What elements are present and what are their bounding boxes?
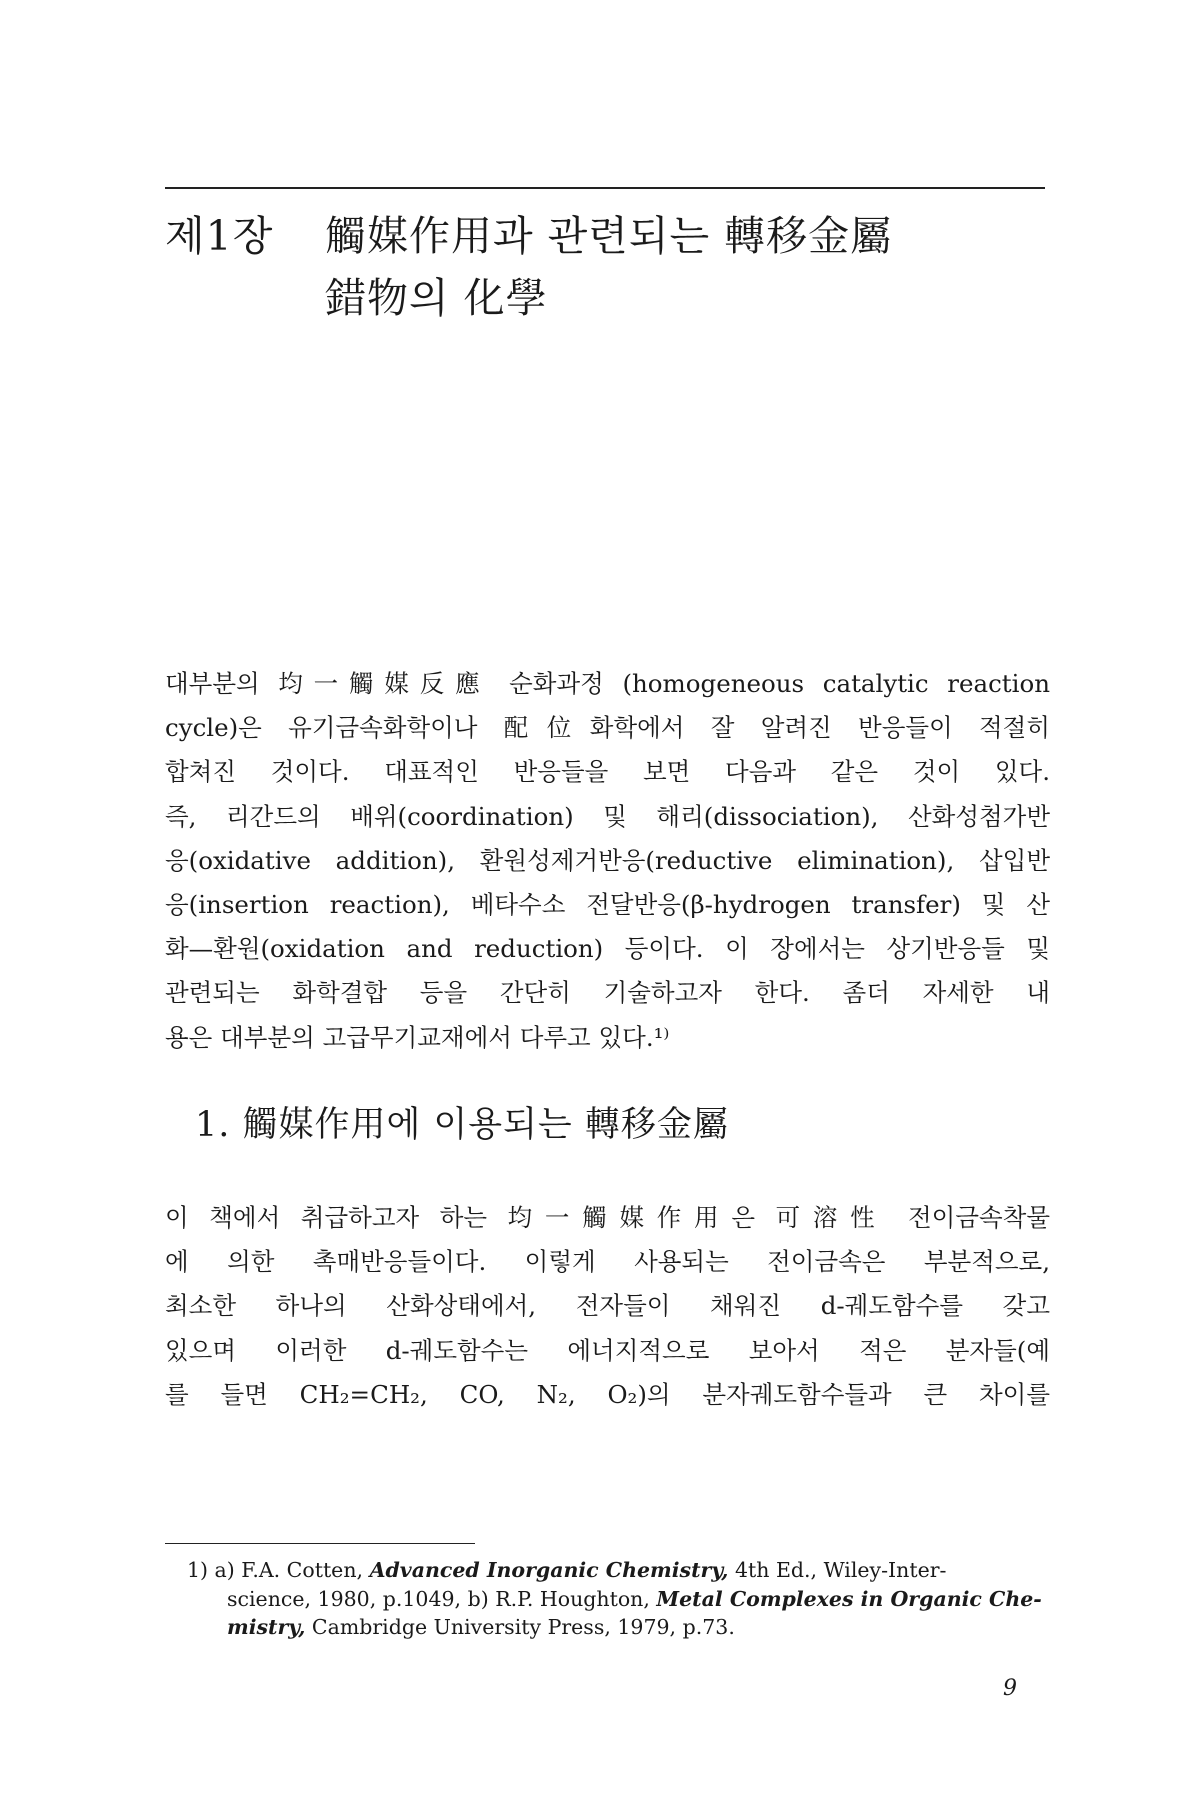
chapter-heading-row-2 [165, 267, 1065, 329]
footnote-book-title-1: Advanced Inorganic Chemistry, [369, 1558, 729, 1582]
intro-line: 용은 대부분의 고급무기교재에서 다루고 있다.¹⁾ [165, 1022, 670, 1052]
section-line: 있으며 이러한 d-궤도함수는 에너지적으로 보아서 적은 분자들(예 [165, 1335, 1050, 1365]
section-line: 최소한 하나의 산화상태에서, 전자들이 채워진 d-궤도함수를 갖고 [165, 1291, 1050, 1321]
footnote-line-2 [165, 1585, 1050, 1614]
intro-line: 즉, 리간드의 배위(coordination) 및 해리(dissociation), 산화성첨가반 [165, 801, 1050, 831]
intro-line: 화—환원(oxidation and reduction) 등이다. 이 장에서는 상기반응들 및 [165, 934, 1050, 964]
intro-line: 합쳐진 것이다. 대표적인 반응들을 보면 다음과 같은 것이 있다. [165, 757, 1050, 787]
section-line: 에 의한 촉매반응들이다. 이렇게 사용되는 전이금속은 부분적으로, [165, 1247, 1050, 1277]
footnote-book-title-2-end: mistry, [227, 1615, 306, 1639]
chapter-label: 제1장 [165, 212, 274, 260]
footnote-line-3 [165, 1613, 1050, 1642]
page-number: 9 [1003, 1676, 1017, 1701]
section-line: 를 들면 CH₂=CH₂, CO, N₂, O₂)의 분자궤도함수들과 큰 차이를 [165, 1379, 1050, 1409]
intro-line: cycle)은 유기금속화학이나 配位화학에서 잘 알려진 반응들이 적절히 [165, 713, 1050, 743]
section-heading: 1. 觸媒作用에 이용되는 轉移金屬 [195, 1105, 729, 1145]
chapter-title-line-2: 錯物의 化學 [325, 274, 548, 322]
intro-line: 대부분의 均一觸媒反應 순화과정 (homogeneous catalytic reaction [165, 669, 1050, 698]
footnote-ref-1b: science, 1980, p.1049, b) R.P. Houghton, [227, 1586, 657, 1611]
footnote-edition: 4th Ed., Wiley-Inter- [728, 1558, 947, 1582]
chapter-top-rule [165, 187, 1045, 189]
footnote-ref-1a: 1) a) F.A. Cotten, [187, 1558, 370, 1582]
intro-line: 관련되는 화학결합 등을 간단히 기술하고자 한다. 좀더 자세한 내 [165, 978, 1050, 1008]
section-paragraph [165, 1196, 1050, 1417]
footnote-publisher: Cambridge University Press, 1979, p.73. [305, 1615, 735, 1639]
footnote [165, 1556, 1050, 1642]
intro-line: 응(insertion reaction), 베타수소 전달반응(β-hydrogen transfer) 및 산 [165, 890, 1050, 920]
footnote-book-title-2: Metal Complexes in Organic Che- [656, 1586, 1042, 1611]
intro-line: 응(oxidative addition), 환원성제거반응(reductive elimination), 삽입반 [165, 845, 1050, 875]
chapter-heading-row-1 [165, 205, 1065, 267]
footnote-rule [165, 1543, 475, 1544]
intro-paragraph [165, 662, 1050, 1060]
section-line: 이 책에서 취급하고자 하는 均一觸媒作用은 可溶性 전이금속착물 [165, 1203, 1050, 1232]
chapter-title-line-1: 觸媒作用과 관련되는 轉移金屬 [325, 212, 893, 260]
chapter-heading [165, 205, 1065, 329]
footnote-line-1 [165, 1556, 1050, 1585]
